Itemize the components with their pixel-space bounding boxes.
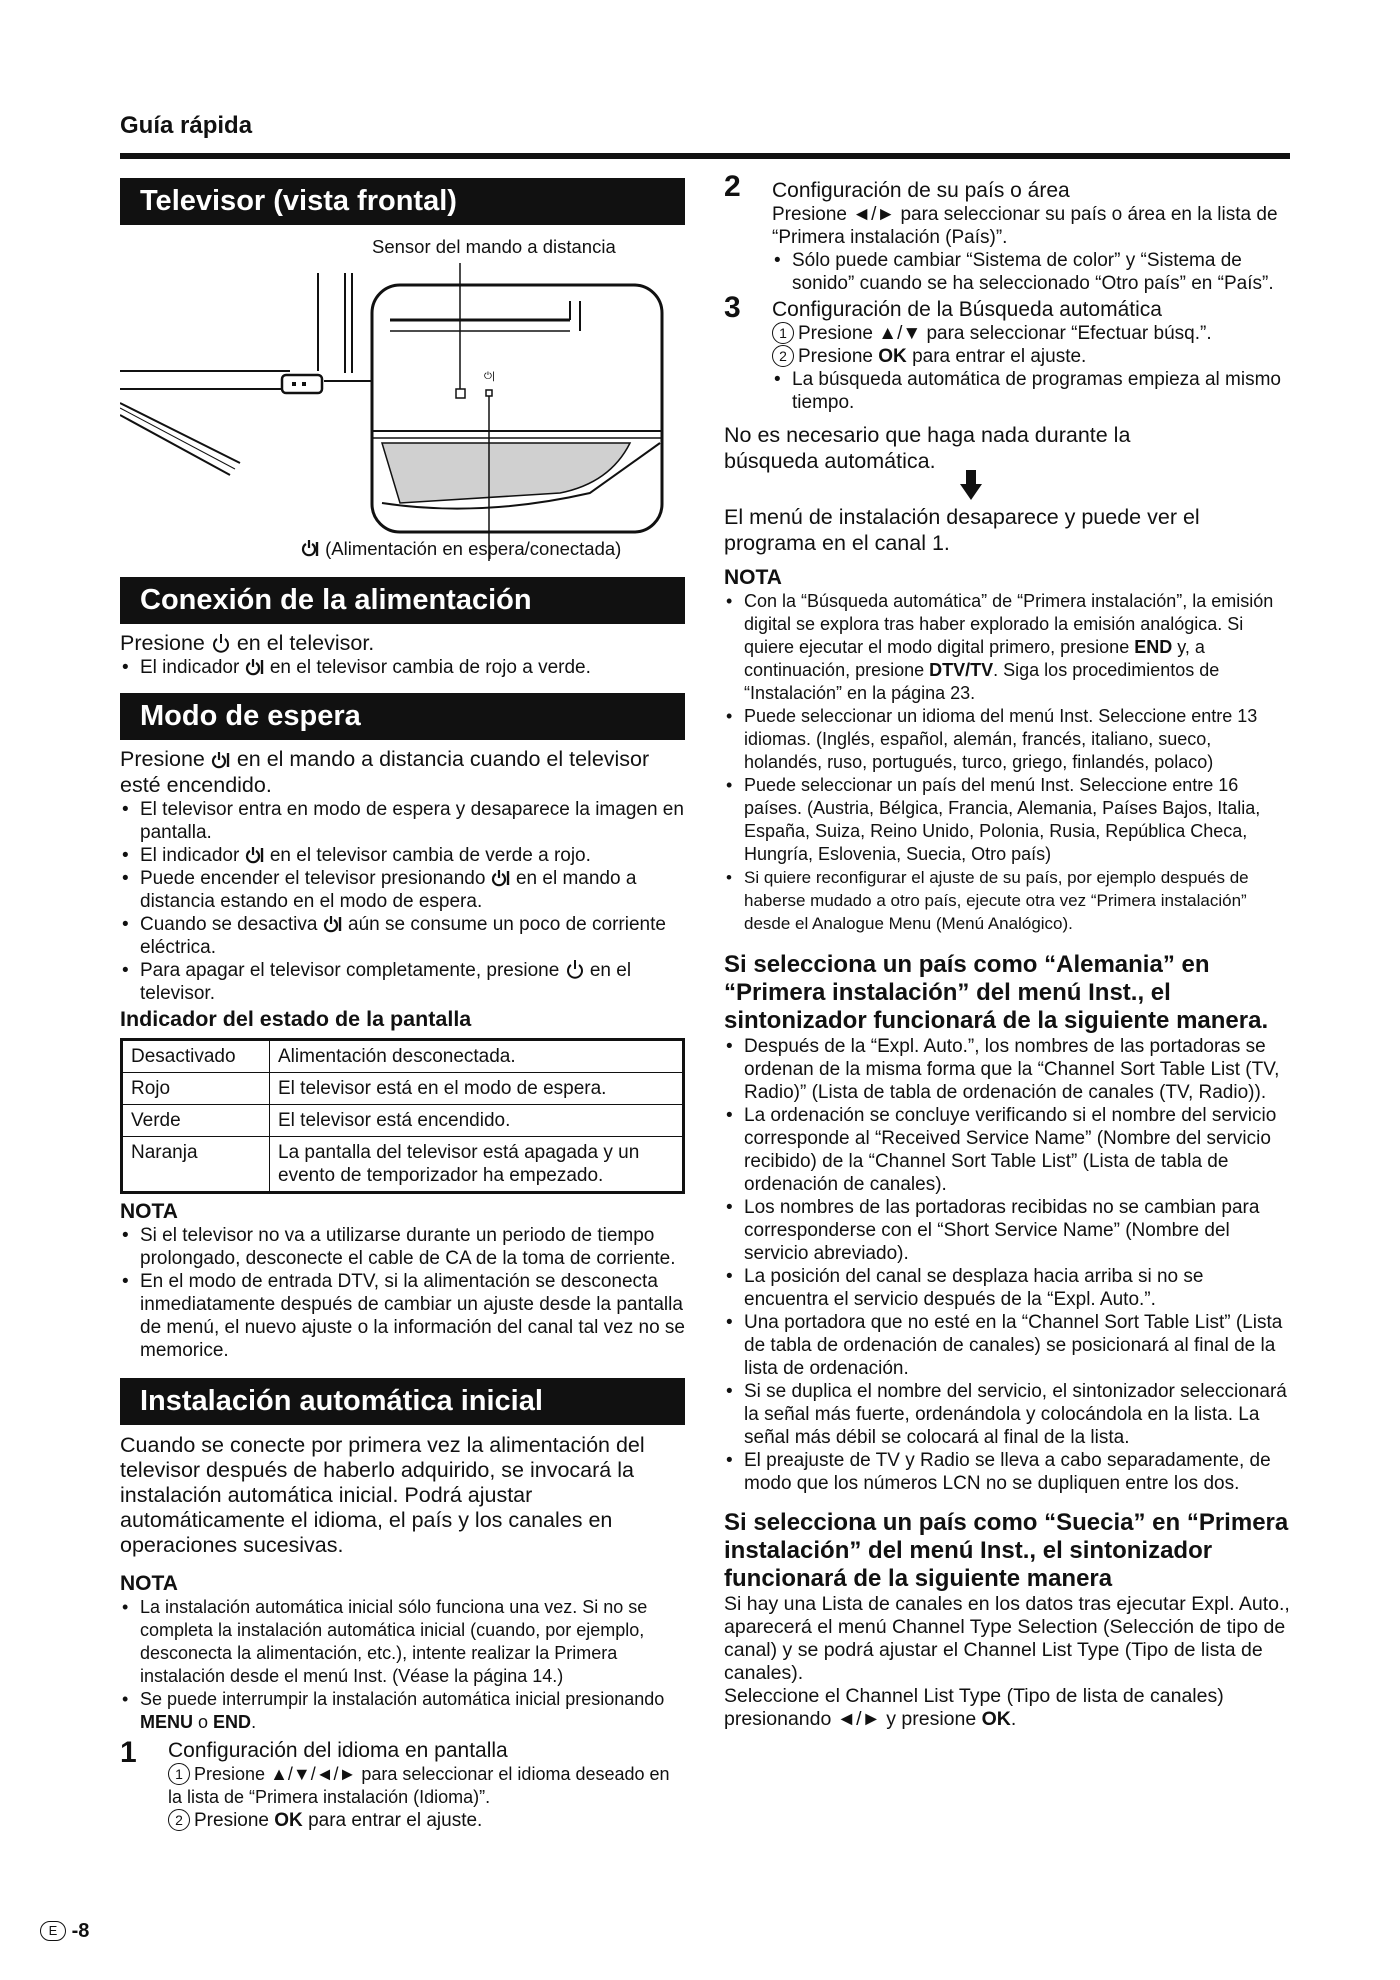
table-cell: Naranja: [122, 1137, 270, 1193]
power-instruction-pre: Presione: [120, 631, 205, 655]
bullet-text-pre: Cuando se desactiva: [140, 914, 318, 935]
list-item: • Puede seleccionar un país del menú Inst. Seleccione entre 16 países. (Austria, Bélgica, Francia, Alemania, Países Bajos, Italia, España, Suiza, Reino Unido, Polonia, Rusia, República Checa, Hungría, Eslovenia, Suecia, Otro país): [724, 774, 1290, 866]
list-item: • Si quiere reconfigurar el ajuste de su país, por ejemplo después de haberse mudado a otro país, ejecute otra vez “Primera instalación” desde el Analogue Menu (Menú Analógico).: [724, 866, 1290, 935]
bullet-text-post: en el mando a distancia estando en el modo de espera.: [140, 868, 637, 912]
step-substep: [772, 345, 1290, 368]
power-standby-icon: [211, 749, 231, 769]
table-cell: Rojo: [122, 1073, 270, 1105]
bullet-text-pre: El indicador: [140, 845, 240, 866]
nota-text: o: [198, 1712, 209, 1732]
step-title: Configuración de su país o área: [772, 179, 1070, 202]
standby-instruction-post: en el mando a distancia cuando el televisor esté encendido.: [120, 747, 650, 797]
auto-install-nota-list: [120, 1596, 685, 1734]
tv-front-diagram: [120, 233, 685, 563]
substep-text: para seleccionar “Efectuar búsq.”.: [926, 323, 1212, 344]
section-title-auto-install: Instalación automática inicial: [120, 1378, 685, 1425]
power-icon: [565, 959, 585, 979]
substep-text: para seleccionar el idioma deseado en la lista de “Primera instalación (Idioma)”.: [168, 1764, 670, 1807]
list-item: [120, 656, 685, 679]
step-2: [724, 170, 1290, 295]
list-item: • La búsqueda automática de programas empieza al mismo tiempo.: [772, 368, 1290, 414]
standby-instruction-pre: Presione: [120, 747, 205, 771]
bullet-text-post: en el televisor.: [140, 960, 632, 1004]
substep-text: Presione: [194, 1810, 269, 1831]
step-bullets: [772, 249, 1290, 295]
nota-text: y, a continuación, presione: [744, 637, 1205, 680]
list-item: • Puede seleccionar un idioma del menú Inst. Seleccione entre 13 idiomas. (Inglés, español, alemán, francés, italiano, sueco, holandés, ruso, portugués, turco, griego, finlandés, polaco): [724, 705, 1290, 774]
substep-text: Presione: [798, 346, 873, 367]
sweden-paragraph-1: Si hay una Lista de canales en los datos tras ejecutar Expl. Auto., aparecerá el menú Channel Type Selection (Selección de tipo de canal) y se podrá ajustar el Channel List Type (Tipo de lista de canales).: [724, 1593, 1290, 1684]
list-item: [120, 867, 685, 913]
nota-label: NOTA: [120, 1200, 178, 1223]
list-item: • El preajuste de TV y Radio se lleva a cabo separadamente, de modo que los números LCN no se dupliquen entre los dos.: [724, 1449, 1290, 1495]
section-title-front-view: Televisor (vista frontal): [120, 178, 685, 225]
nota-label: NOTA: [724, 566, 782, 589]
list-item: • Sólo puede cambiar “Sistema de color” y “Sistema de sonido” cuando se ha seleccionado “Otro país” en “País”.: [772, 249, 1290, 295]
step-substep: [168, 1763, 685, 1809]
right-nota-list: [724, 590, 1290, 866]
standby-nota-list: [120, 1224, 685, 1362]
table-cell: La pantalla del televisor está apagada y un evento de temporizador ha empezado.: [270, 1137, 684, 1193]
step-text-post: para seleccionar su país o área en la lista de “Primera instalación (País)”.: [772, 204, 1278, 248]
sensor-label: Sensor del mando a distancia: [372, 236, 616, 257]
svg-text:⏻|: ⏻|: [484, 371, 496, 382]
table-cell: Verde: [122, 1105, 270, 1137]
power-instruction: [120, 630, 685, 656]
no-action-label: No es necesario que haga nada durante la búsqueda automática.: [724, 423, 1131, 473]
table-row: [122, 1105, 684, 1137]
header-rule: [120, 153, 1290, 159]
circled-number: 2: [168, 1809, 190, 1831]
paragraph-text: .: [1010, 1708, 1017, 1730]
substep-text: para entrar el ajuste.: [308, 1810, 483, 1831]
section-title-standby: Modo de espera: [120, 693, 685, 740]
power-standby-icon: [491, 867, 511, 887]
dtv-tv-key: DTV/TV: [929, 660, 994, 680]
list-item: • Después de la “Expl. Auto.”, los nombres de las portadoras se ordenan de la misma forma que la “Channel Sort Table List (TV, Radio)” (Lista de tabla de ordenación de canales (TV, Radio)).: [724, 1035, 1290, 1104]
germany-list: [724, 1035, 1290, 1495]
substep-text: para entrar el ajuste.: [912, 346, 1087, 367]
bullet-text-pre: Para apagar el televisor completamente, presione: [140, 960, 560, 981]
nota-text: . Siga los procedimientos de “Instalación” en la página 23.: [744, 660, 1220, 703]
circled-number: 1: [168, 1763, 190, 1785]
step-title: Configuración del idioma en pantalla: [168, 1739, 508, 1762]
menu-disappears-text: El menú de instalación desaparece y puede ver el programa en el canal 1.: [724, 505, 1200, 555]
paragraph-text: y presione: [886, 1708, 977, 1730]
list-item: • Si se duplica el nombre del servicio, el sintonizador seleccionará la señal más fuerte, ordenándola y colocándola en la lista. La señal más débil se colocará al final de la lista.: [724, 1380, 1290, 1449]
nota-text: Con la “Búsqueda automática” de “Primera instalación”, la emisión digital se explora tras haber explorado la emisión analógica. Si quiere ejecutar el modo digital primero, presione: [744, 591, 1274, 657]
circled-number: 1: [772, 322, 794, 344]
paragraph-text: Seleccione el Channel List Type (Tipo de lista de canales) presionando: [724, 1685, 1224, 1730]
tv-illustration: [120, 263, 685, 563]
table-row: [122, 1040, 684, 1073]
power-instruction-post: en el televisor.: [236, 631, 375, 655]
list-item: • Si el televisor no va a utilizarse durante un periodo de tiempo prolongado, desconecte el cable de CA de la toma de corriente.: [120, 1224, 685, 1270]
menu-key: MENU: [140, 1712, 193, 1732]
list-item: • La posición del canal se desplaza hacia arriba si no se encuentra el servicio después de la “Expl. Auto.”.: [724, 1265, 1290, 1311]
power-label: (Alimentación en espera/conectada): [325, 538, 622, 559]
table-row: [122, 1073, 684, 1105]
section-title-power: Conexión de la alimentación: [120, 577, 685, 624]
power-standby-icon: [245, 656, 265, 676]
page-header: Guía rápida: [120, 112, 253, 139]
substep-text: Presione: [798, 323, 873, 344]
list-item: • Una portadora que no esté en la “Channel Sort Table List” (Lista de tabla de ordenación de canales) se posicionará al final de la lista de ordenación.: [724, 1311, 1290, 1380]
page-number: -8: [71, 1920, 90, 1942]
step-title: Configuración de la Búsqueda automática: [772, 298, 1162, 321]
table-cell: El televisor está en el modo de espera.: [270, 1073, 684, 1105]
power-standby-icon: [300, 538, 320, 558]
arrow-keys-icon: ▲/▼: [878, 323, 922, 344]
end-key: END: [213, 1712, 252, 1732]
status-table-title: Indicador del estado de la pantalla: [120, 1007, 472, 1031]
step-number: 3: [724, 291, 741, 324]
arrow-keys-icon: ◄/►: [852, 204, 896, 225]
list-item: [724, 590, 1290, 705]
table-cell: Desactivado: [122, 1040, 270, 1073]
bullet-text-pre: El indicador: [140, 657, 240, 678]
left-column: [120, 178, 685, 1832]
step-text-pre: Presione: [772, 204, 847, 225]
right-nota-list-small: [724, 866, 1290, 935]
ok-key: OK: [981, 1708, 1011, 1730]
list-item: • El televisor entra en modo de espera y desaparece la imagen en pantalla.: [120, 798, 685, 844]
substep-text: Presione: [194, 1764, 266, 1784]
list-item: [120, 913, 685, 959]
list-item: [120, 959, 685, 1005]
list-item: • La ordenación se concluye verificando si el nombre del servicio corresponde al “Received Service Name” (Nombre del servicio recibido) de la “Channel Sort Table List” (Lista de tabla de ordenación de canales).: [724, 1104, 1290, 1196]
table-cell: Alimentación desconectada.: [270, 1040, 684, 1073]
power-standby-icon: [245, 844, 265, 864]
arrow-keys-icon: ◄/►: [836, 1708, 881, 1730]
power-label-row: [300, 537, 621, 560]
status-table: [120, 1038, 685, 1194]
page-footer: [40, 1920, 89, 1943]
bullet-text-post: en el televisor cambia de verde a rojo.: [269, 845, 591, 866]
end-key: END: [1134, 637, 1173, 657]
germany-heading: Si selecciona un país como “Alemania” en “Primera instalación” del menú Inst., el sintonizador funcionará de la siguiente manera.: [724, 951, 1269, 1034]
right-column: [724, 170, 1290, 1731]
no-action-text: [724, 422, 1184, 474]
standby-instruction: [120, 746, 685, 798]
nota-text: Se puede interrumpir la instalación automática inicial presionando: [140, 1689, 665, 1709]
circled-number: 2: [772, 345, 794, 367]
power-bullets: [120, 656, 685, 679]
step-bullets: [772, 368, 1290, 414]
sweden-heading: Si selecciona un país como “Suecia” en “Primera instalación” del menú Inst., el sintonizador funcionará de la siguiente manera: [724, 1509, 1289, 1592]
list-item: [120, 1688, 685, 1734]
region-code-badge: E: [40, 1921, 66, 1941]
step-text: [772, 203, 1290, 249]
table-row: [122, 1137, 684, 1193]
ok-key: OK: [878, 346, 907, 367]
step-number: 2: [724, 170, 741, 203]
nota-label: NOTA: [120, 1572, 178, 1595]
table-cell: El televisor está encendido.: [270, 1105, 684, 1137]
power-icon: [211, 633, 231, 653]
step-number: 1: [120, 1736, 137, 1769]
step-1: [120, 1738, 685, 1832]
ok-key: OK: [274, 1810, 303, 1831]
bullet-text-pre: Puede encender el televisor presionando: [140, 868, 486, 889]
list-item: [120, 844, 685, 867]
list-item: • En el modo de entrada DTV, si la alimentación se desconecta inmediatamente después de cambiar un ajuste desde la pantalla de menú, el nuevo ajuste o la información del canal tal vez no se memorice.: [120, 1270, 685, 1362]
power-standby-icon: [323, 913, 343, 933]
list-item: • La instalación automática inicial sólo funciona una vez. Si no se completa la instalación automática inicial (cuando, por ejemplo, desconecta la alimentación, etc.), intente realizar la Primera instalación desde el menú Inst. (Véase la página 14.): [120, 1596, 685, 1688]
nota-text: .: [251, 1712, 257, 1732]
step-substep: [168, 1809, 685, 1832]
list-item: • Los nombres de las portadoras recibidas no se cambian para corresponderse con el “Short Service Name” (Nombre del servicio abreviado).: [724, 1196, 1290, 1265]
auto-install-intro: Cuando se conecte por primera vez la alimentación del televisor después de haberlo adquirido, se invocará la instalación automática inicial. Podrá ajustar automáticamente el idioma, el país y los canales en operaciones sucesivas.: [120, 1433, 645, 1557]
sweden-paragraph-2: [724, 1685, 1290, 1731]
bullet-text-post: aún se consume un poco de corriente eléctrica.: [140, 914, 666, 958]
arrow-keys-icon: ▲/▼/◄/►: [270, 1764, 357, 1784]
step-substep: [772, 322, 1290, 345]
standby-bullets: [120, 798, 685, 1005]
bullet-text-post: en el televisor cambia de rojo a verde.: [269, 657, 591, 678]
step-3: [724, 291, 1290, 414]
down-arrow-icon: [960, 470, 982, 500]
